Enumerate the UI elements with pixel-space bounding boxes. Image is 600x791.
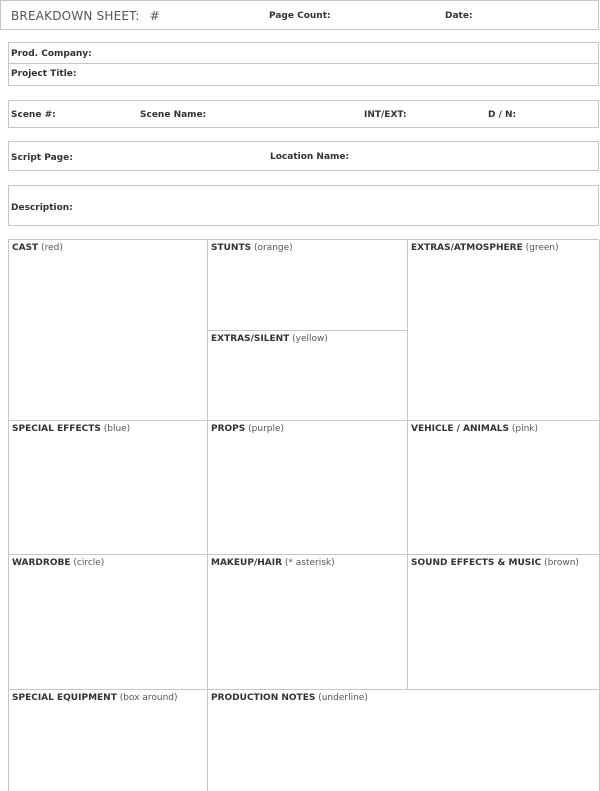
vehicle-animals-cell[interactable] xyxy=(408,421,600,555)
day-night-label: D / N: xyxy=(488,110,517,120)
description-label: Description: xyxy=(11,203,73,213)
header-box xyxy=(0,0,599,30)
special-equipment-cell[interactable] xyxy=(9,690,208,791)
prod-company-label: Prod. Company: xyxy=(11,49,92,59)
special-effects-heading: SPECIAL EFFECTS (blue) xyxy=(12,424,131,434)
category-grid xyxy=(8,239,599,791)
cast-cell[interactable] xyxy=(9,240,208,421)
description-box[interactable] xyxy=(8,185,599,226)
sheet-number-sign: # xyxy=(149,9,160,23)
special-effects-cell[interactable] xyxy=(9,421,208,555)
date-label: Date: xyxy=(445,11,473,21)
scene-name-label: Scene Name: xyxy=(140,110,207,120)
extras-atmosphere-heading: EXTRAS/ATMOSPHERE (green) xyxy=(411,243,559,253)
scene-number-label: Scene #: xyxy=(11,110,56,120)
sound-effects-music-heading: SOUND EFFECTS & MUSIC (brown) xyxy=(411,558,579,568)
production-notes-cell[interactable] xyxy=(208,690,600,791)
project-title-label: Project Title: xyxy=(11,69,77,79)
wardrobe-cell[interactable] xyxy=(9,555,208,690)
sheet-title xyxy=(11,9,160,23)
vehicle-animals-heading: VEHICLE / ANIMALS (pink) xyxy=(411,424,539,434)
wardrobe-heading: WARDROBE (circle) xyxy=(12,558,105,568)
page-count-label: Page Count: xyxy=(269,11,331,21)
stunts-heading: STUNTS (orange) xyxy=(211,243,293,253)
props-cell[interactable] xyxy=(208,421,408,555)
prod-company-row[interactable] xyxy=(9,43,598,64)
project-title-row[interactable] xyxy=(9,64,598,85)
location-name-label: Location Name: xyxy=(270,152,350,162)
makeup-hair-heading: MAKEUP/HAIR (* asterisk) xyxy=(211,558,335,568)
special-equipment-heading: SPECIAL EQUIPMENT (box around) xyxy=(12,693,178,703)
sheet-title-text: BREAKDOWN SHEET: xyxy=(11,9,140,23)
location-box xyxy=(8,141,599,171)
production-notes-heading: PRODUCTION NOTES (underline) xyxy=(211,693,368,703)
cast-heading: CAST (red) xyxy=(12,243,63,253)
script-page-label: Script Page: xyxy=(11,153,73,163)
sound-effects-music-cell[interactable] xyxy=(408,555,600,690)
props-heading: PROPS (purple) xyxy=(211,424,285,434)
makeup-hair-cell[interactable] xyxy=(208,555,408,690)
extras-atmosphere-cell[interactable] xyxy=(408,240,600,421)
extras-silent-cell[interactable] xyxy=(208,331,408,421)
stunts-cell[interactable] xyxy=(208,240,408,331)
int-ext-label: INT/EXT: xyxy=(364,110,407,120)
production-box xyxy=(8,42,599,86)
scene-box xyxy=(8,100,599,128)
extras-silent-heading: EXTRAS/SILENT (yellow) xyxy=(211,334,328,344)
